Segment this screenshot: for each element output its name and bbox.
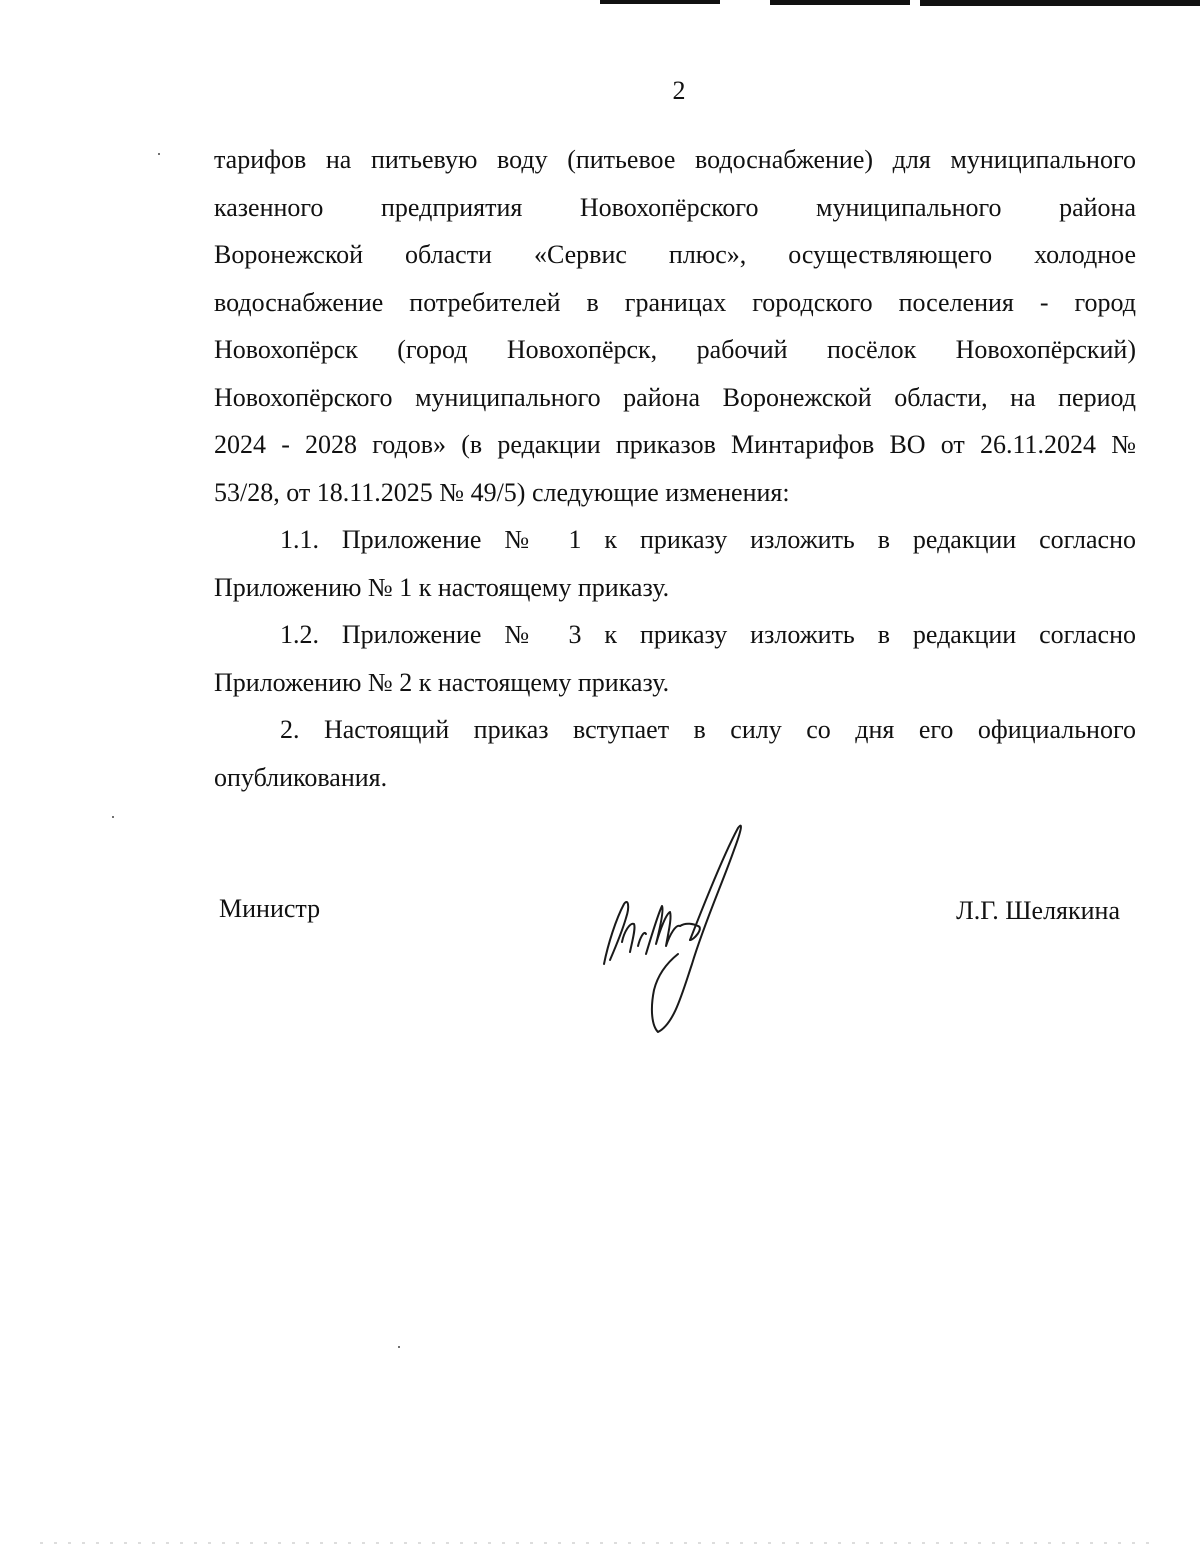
handwritten-signature (594, 814, 754, 1034)
scan-edge-mark (920, 0, 1200, 6)
scan-speck (158, 153, 160, 155)
text-line: тарифов на питьевую воду (питьевое водоснабжение) для муниципального (214, 145, 1136, 174)
text-line: 1.1. Приложение № 1 к приказу изложить в редакции согласно (280, 525, 1136, 554)
signer-role: Министр (219, 894, 321, 923)
scan-edge-mark (770, 0, 910, 5)
scan-edge-mark (600, 0, 720, 4)
paragraph-item-2 (214, 706, 1136, 801)
text-line: опубликования. (214, 762, 388, 792)
text-line: 2024 - 2028 годов» (в редакции приказов Минтарифов ВО от 26.11.2024 № (214, 430, 1136, 459)
text-line: Новохопёрск (город Новохопёрск, рабочий посёлок Новохопёрский) (214, 335, 1136, 364)
scan-speck (112, 816, 114, 818)
scan-speck (398, 1346, 400, 1348)
scan-bottom-noise (40, 1542, 1160, 1544)
paragraph-tariff-amendment (214, 136, 1136, 516)
text-line: 2. Настоящий приказ вступает в силу со дня его официального (280, 715, 1136, 744)
text-line: 53/28, от 18.11.2025 № 49/5) следующие изменения: (214, 477, 790, 507)
text-line: водоснабжение потребителей в границах городского поселения - город (214, 287, 1136, 317)
document-body (214, 136, 1136, 801)
text-line: Приложению № 2 к настоящему приказу. (214, 667, 670, 697)
page-number: 2 (672, 76, 686, 105)
text-line: Воронежской области «Сервис плюс», осуществляющего холодное (214, 240, 1136, 269)
signature-block (0, 894, 1200, 1054)
text-line: 1.2. Приложение № 3 к приказу изложить в редакции согласно (280, 620, 1136, 649)
text-line: Приложению № 1 к настоящему приказу. (214, 572, 670, 602)
text-line: казенного предприятия Новохопёрского муниципального района (214, 192, 1136, 222)
text-line: Новохопёрского муниципального района Воронежской области, на период (214, 382, 1136, 412)
signer-name: Л.Г. Шелякина (956, 896, 1120, 925)
paragraph-item-1-1 (214, 516, 1136, 611)
paragraph-item-1-2 (214, 611, 1136, 706)
